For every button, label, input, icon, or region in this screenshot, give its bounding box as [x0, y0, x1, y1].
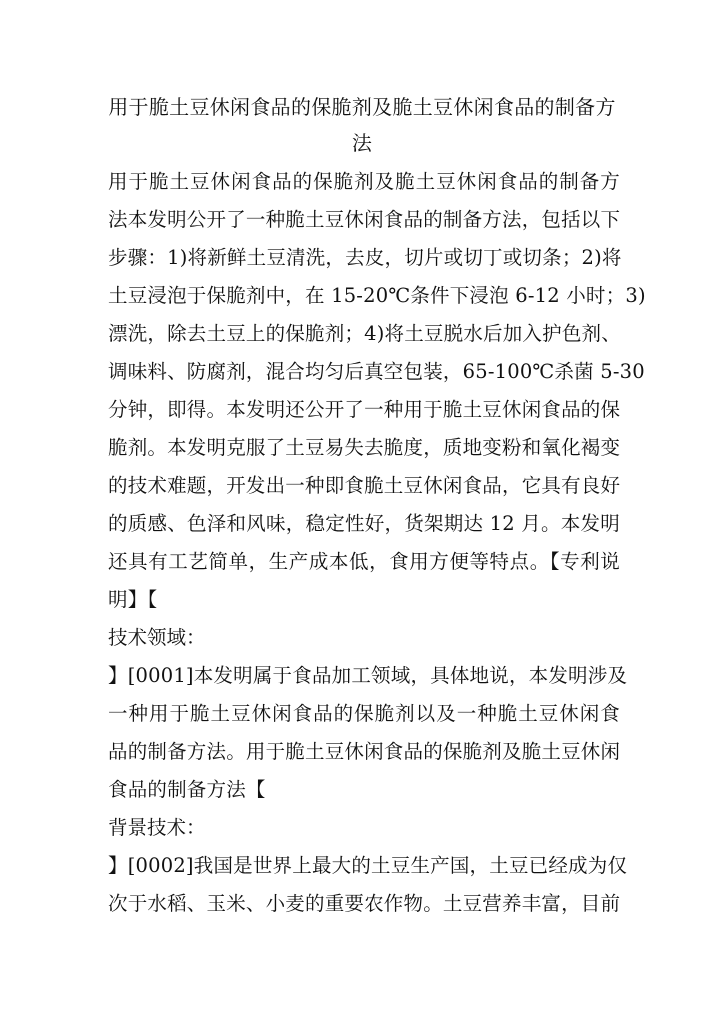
abstract-line: 步骤：1)将新鲜土豆清洗，去皮，切片或切丁或切条；2)将	[108, 246, 622, 269]
abstract-line: 的技术难题，开发出一种即食脆土豆休闲食品，它具有良好	[108, 474, 621, 497]
paragraph-line: 品的制备方法。用于脆土豆休闲食品的保脆剂及脆土豆休闲	[108, 740, 621, 763]
abstract-line: 还具有工艺简单，生产成本低，食用方便等特点。【专利说	[108, 550, 620, 573]
document-title-line-2: 法	[351, 131, 373, 155]
abstract-line: 的质感、色泽和风味，稳定性好，货架期达 12 月。本发明	[108, 512, 620, 535]
paragraph-line: 】[0001]本发明属于食品加工领域，具体地说，本发明涉及	[108, 664, 628, 687]
abstract-line: 土豆浸泡于保脆剂中，在 15-20℃条件下浸泡 6-12 小时；3)	[108, 284, 646, 307]
section-heading-background-art: 背景技术：	[108, 816, 206, 839]
abstract-line: 脆剂。本发明克服了土豆易失去脆度，质地变粉和氧化褐变	[108, 436, 621, 459]
abstract-line: 分钟，即得。本发明还公开了一种用于脆土豆休闲食品的保	[108, 398, 621, 421]
abstract-line: 明】【	[108, 588, 158, 611]
paragraph-line: 食品的制备方法【	[108, 778, 266, 801]
paragraph-line: 一种用于脆土豆休闲食品的保脆剂以及一种脆土豆休闲食	[108, 702, 620, 725]
abstract-line: 法本发明公开了一种脆土豆休闲食品的制备方法，包括以下	[108, 208, 621, 231]
abstract-line: 漂洗，除去土豆上的保脆剂；4)将土豆脱水后加入护色剂、	[108, 322, 621, 345]
section-heading-technical-field: 技术领域：	[108, 626, 206, 649]
paragraph-line: 次于水稻、玉米、小麦的重要农作物。土豆营养丰富，目前	[108, 892, 621, 915]
document-title-line-1: 用于脆土豆休闲食品的保脆剂及脆土豆休闲食品的制备方	[108, 95, 616, 119]
abstract-line: 用于脆土豆休闲食品的保脆剂及脆土豆休闲食品的制备方	[108, 170, 620, 193]
abstract-line: 调味料、防腐剂，混合均匀后真空包装，65-100℃杀菌 5-30	[108, 360, 645, 383]
paragraph-line: 】[0002]我国是世界上最大的土豆生产国，土豆已经成为仅	[108, 854, 628, 877]
